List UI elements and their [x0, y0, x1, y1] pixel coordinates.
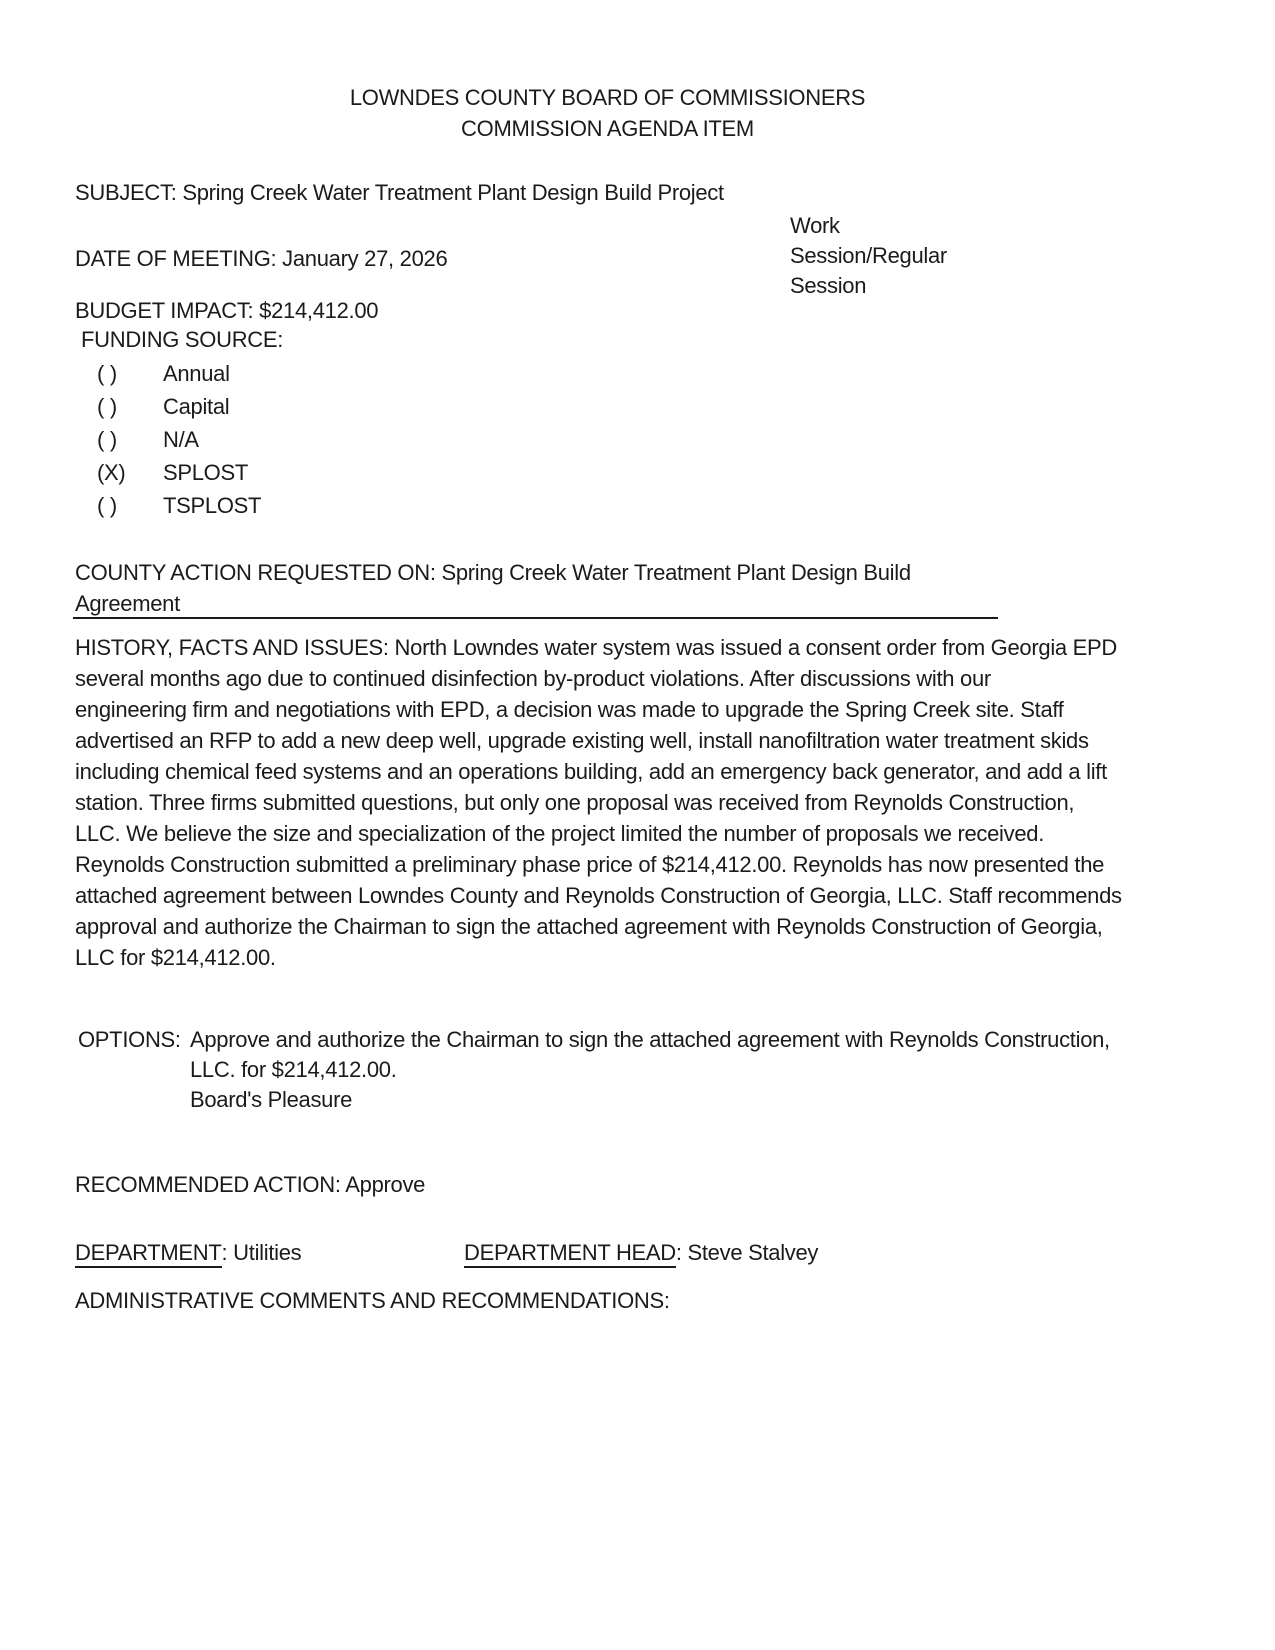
department-head-line [464, 1240, 818, 1268]
history-line: several months ago due to continued disinfection by-product violations. After discussions with our [75, 666, 991, 691]
checkbox-mark-annual: ( ) [97, 361, 117, 386]
history-section [75, 635, 1185, 976]
funding-option-na [97, 427, 199, 453]
budget-impact-label: BUDGET IMPACT: [75, 298, 254, 323]
department-line [75, 1240, 301, 1268]
subject-line [75, 180, 724, 206]
history-line: engineering firm and negotiations with EPD, a decision was made to upgrade the Spring Creek site. Staff [75, 697, 1064, 722]
recommended-action-line [75, 1172, 425, 1198]
funding-option-label-annual: Annual [163, 361, 230, 386]
department-head-value: Steve Stalvey [687, 1240, 819, 1265]
department-head-label: DEPARTMENT HEAD [464, 1241, 676, 1268]
department-label: DEPARTMENT [75, 1241, 222, 1268]
funding-option-annual [97, 361, 230, 387]
session-type-line1: Work [790, 213, 840, 238]
options-line2: LLC. for $214,412.00. [190, 1057, 397, 1082]
document-title-line2: COMMISSION AGENDA ITEM [461, 116, 754, 141]
admin-comments-label: ADMINISTRATIVE COMMENTS AND RECOMMENDATIONS: [75, 1288, 670, 1313]
funding-option-label-tsplost: TSPLOST [163, 493, 262, 518]
section-divider-rule [73, 617, 998, 619]
options-line3: Board's Pleasure [190, 1087, 353, 1112]
checkbox-mark-tsplost: ( ) [97, 493, 117, 518]
history-line: approval and authorize the Chairman to sign the attached agreement with Reynolds Construction of Georgia, [75, 914, 1103, 939]
department-value: Utilities [233, 1240, 302, 1265]
history-line: Reynolds Construction submitted a preliminary phase price of $214,412.00. Reynolds has now presented the [75, 852, 1105, 877]
funding-source-label: FUNDING SOURCE: [81, 327, 284, 352]
date-of-meeting-label: DATE OF MEETING: [75, 246, 277, 271]
funding-option-label-na: N/A [163, 427, 199, 452]
history-line: attached agreement between Lowndes County and Reynolds Construction of Georgia, LLC. Staff recommends [75, 883, 1122, 908]
county-action-section [75, 560, 1155, 622]
funding-option-splost [97, 460, 248, 486]
checkbox-mark-splost: (X) [97, 460, 126, 485]
session-type-block [790, 213, 947, 303]
subject-value: Spring Creek Water Treatment Plant Design Build Project [182, 180, 724, 205]
session-type-line2: Session/Regular [790, 243, 947, 268]
budget-impact-value: $214,412.00 [259, 298, 379, 323]
checkbox-mark-capital: ( ) [97, 394, 117, 419]
subject-label: SUBJECT: [75, 180, 177, 205]
history-line: station. Three firms submitted questions, but only one proposal was received from Reynolds Construction, [75, 790, 1075, 815]
county-action-line1: COUNTY ACTION REQUESTED ON: Spring Creek Water Treatment Plant Design Build [75, 560, 911, 585]
department-separator: : [221, 1240, 228, 1265]
history-line: advertised an RFP to add a new deep well, upgrade existing well, install nanofiltration water treatment skids [75, 728, 1089, 753]
history-line: LLC. We believe the size and specialization of the project limited the number of proposals we received. [75, 821, 1045, 846]
funding-option-label-splost: SPLOST [163, 460, 249, 485]
history-line: including chemical feed systems and an operations building, add an emergency back generator, and add a lift [75, 759, 1107, 784]
county-action-line2: Agreement [75, 591, 180, 616]
recommended-action-value: Approve [345, 1172, 426, 1197]
date-of-meeting-line [75, 246, 447, 272]
options-line1: Approve and authorize the Chairman to sign the attached agreement with Reynolds Construction, [190, 1027, 1110, 1052]
options-label: OPTIONS: [78, 1027, 181, 1052]
recommended-action-label: RECOMMENDED ACTION: [75, 1172, 341, 1197]
funding-option-tsplost [97, 493, 261, 519]
checkbox-mark-na: ( ) [97, 427, 117, 452]
document-header [75, 82, 1140, 144]
funding-option-capital [97, 394, 229, 420]
budget-impact-line [75, 298, 378, 324]
history-line: LLC for $214,412.00. [75, 945, 276, 970]
funding-option-label-capital: Capital [163, 394, 230, 419]
history-line: HISTORY, FACTS AND ISSUES: North Lowndes water system was issued a consent order from Georgia EPD [75, 635, 1117, 660]
session-type-line3: Session [790, 273, 867, 298]
department-head-separator: : [675, 1240, 682, 1265]
document-title-line1: LOWNDES COUNTY BOARD OF COMMISSIONERS [349, 85, 866, 110]
options-content [190, 1027, 1190, 1117]
date-of-meeting-value: January 27, 2026 [282, 246, 448, 271]
